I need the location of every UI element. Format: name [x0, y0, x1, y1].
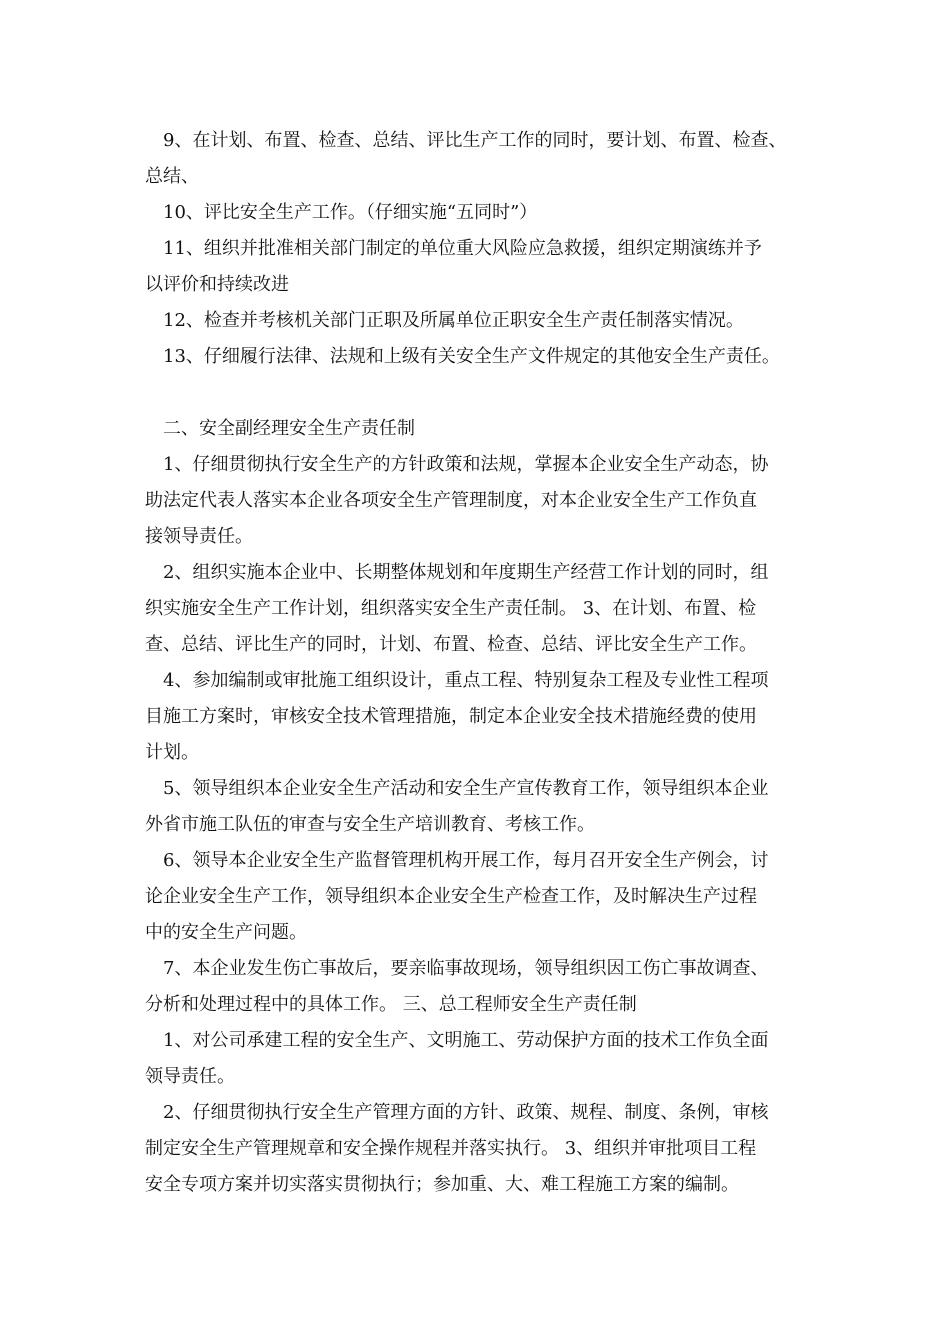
text-line: 11、组织并批准相关部门制定的单位重大风险应急救援，组织定期演练并予 [163, 238, 762, 259]
text-line: 领导责任。 [145, 1066, 235, 1087]
text-line: 2、组织实施本企业中、长期整体规划和年度期生产经营工作计划的同时，组 [163, 562, 769, 583]
paragraph-item-13 [145, 339, 825, 375]
paragraph-item-6 [145, 843, 825, 951]
text-line: 制定安全生产管理规章和安全操作规程并落实执行。 3、组织并审批项目工程 [145, 1138, 757, 1159]
text-line: 外省市施工队伍的审查与安全生产培训教育、考核工作。 [145, 814, 595, 835]
text-line: 助法定代表人落实本企业各项安全生产管理制度，对本企业安全生产工作负直 [145, 490, 757, 511]
text-line: 9、在计划、布置、检查、总结、评比生产工作的同时，要计划、布置、检查、 [163, 130, 787, 151]
text-line: 1、仔细贯彻执行安全生产的方针政策和法规，掌握本企业安全生产动态，协 [163, 454, 769, 475]
paragraph-item-5 [145, 771, 825, 843]
text-line: 中的安全生产问题。 [145, 922, 307, 943]
text-line: 13、仔细履行法律、法规和上级有关安全生产文件规定的其他安全生产责任。 [163, 346, 780, 367]
paragraph-item-2b [145, 1095, 825, 1203]
text-line: 4、参加编制或审批施工组织设计，重点工程、特别复杂工程及专业性工程项 [163, 670, 769, 691]
text-line: 安全专项方案并切实落实贯彻执行；参加重、大、难工程施工方案的编制。 [145, 1174, 739, 1195]
paragraph-item-2 [145, 555, 825, 663]
text-line: 7、本企业发生伤亡事故后，要亲临事故现场，领导组织因工伤亡事故调查、 [163, 958, 769, 979]
text-line: 10、评比安全生产工作。（仔细实施“五同时”） [163, 202, 538, 223]
paragraph-item-9 [145, 123, 825, 195]
text-line: 5、领导组织本企业安全生产活动和安全生产宣传教育工作，领导组织本企业 [163, 778, 769, 799]
paragraph-item-1b [145, 1023, 825, 1095]
text-line: 织实施安全生产工作计划，组织落实安全生产责任制。 3、在计划、布置、检 [145, 598, 757, 619]
text-line: 查、总结、评比生产的同时，计划、布置、检查、总结、评比安全生产工作。 [145, 634, 757, 655]
paragraph-spacer [145, 375, 825, 411]
text-line: 6、领导本企业安全生产监督管理机构开展工作，每月召开安全生产例会，讨 [163, 850, 769, 871]
paragraph-item-10 [145, 195, 825, 231]
paragraph-item-4 [145, 663, 825, 771]
text-line: 12、检查并考核机关部门正职及所属单位正职安全生产责任制落实情况。 [163, 310, 744, 331]
section-heading [145, 411, 825, 447]
paragraph-item-12 [145, 303, 825, 339]
document-body [145, 123, 825, 1203]
text-line: 1、对公司承建工程的安全生产、文明施工、劳动保护方面的技术工作负全面 [163, 1030, 769, 1051]
text-line: 以评价和持续改进 [145, 274, 289, 295]
paragraph-item-11 [145, 231, 825, 303]
text-line: 二、安全副经理安全生产责任制 [163, 418, 415, 439]
text-line: 总结、 [145, 166, 199, 187]
text-line: 论企业安全生产工作，领导组织本企业安全生产检查工作，及时解决生产过程 [145, 886, 757, 907]
text-line: 分析和处理过程中的具体工作。 三、总工程师安全生产责任制 [145, 994, 637, 1015]
paragraph-item-1 [145, 447, 825, 555]
text-line: 计划。 [145, 742, 199, 763]
text-line: 2、仔细贯彻执行安全生产管理方面的方针、政策、规程、制度、条例，审核 [163, 1102, 769, 1123]
text-line: 目施工方案时，审核安全技术管理措施，制定本企业安全技术措施经费的使用 [145, 706, 757, 727]
text-line: 接领导责任。 [145, 526, 253, 547]
paragraph-item-7 [145, 951, 825, 1023]
